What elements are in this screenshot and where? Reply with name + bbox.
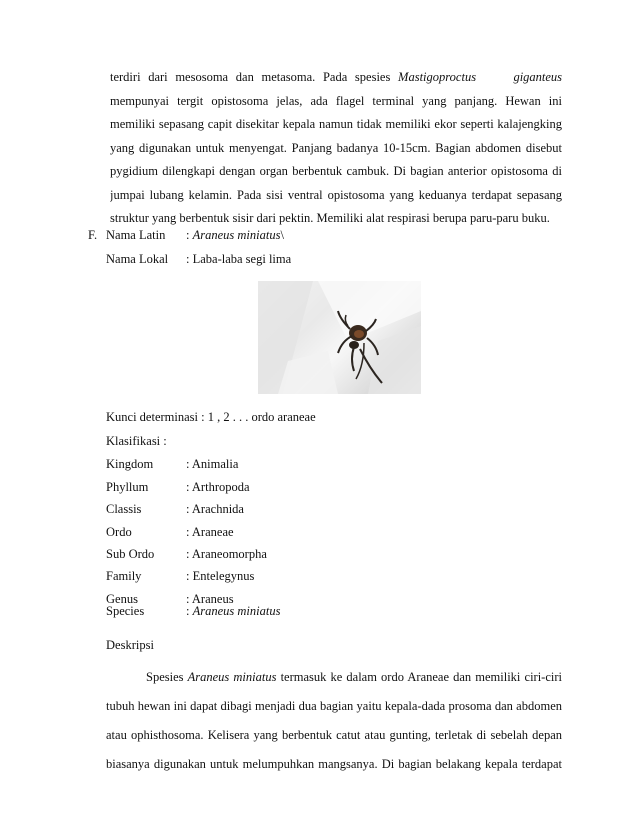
text-run: terdiri dari mesosoma dan metasoma. Pada spesies bbox=[110, 70, 391, 84]
species-row bbox=[106, 600, 406, 622]
section-letter: F. bbox=[88, 228, 98, 242]
paragraph-line: yang digunakan untuk menyengat. Panjang badanya 10-15cm. Bagian abdomen disebut bbox=[110, 140, 562, 155]
paragraph-line: jumpai lubang kelamin. Pada sisi ventral opistosoma yang keduanya terdapat sepasang bbox=[110, 187, 562, 202]
nama-lokal-label: Nama Lokal bbox=[106, 252, 169, 266]
klasifikasi-label: Phyllum bbox=[106, 480, 149, 494]
text-run: termasuk ke dalam ordo Araneae dan memiliki ciri-ciri bbox=[280, 670, 562, 684]
klasifikasi-label: Classis bbox=[106, 502, 142, 516]
species-name-italic: giganteus bbox=[513, 70, 562, 84]
klasifikasi-value: : Araneae bbox=[186, 525, 234, 539]
paragraph-line: struktur yang berbentuk sisir dari pektin. Memiliki alat respirasi berupa paru-paru buku. bbox=[110, 211, 550, 225]
klasifikasi-heading: Klasifikasi : bbox=[106, 434, 167, 448]
klasifikasi-label: Genus bbox=[106, 592, 138, 606]
klasifikasi-value: : Animalia bbox=[186, 457, 239, 471]
nama-lokal-row bbox=[106, 248, 406, 270]
species-name-italic: Araneus miniatus bbox=[187, 670, 277, 684]
deskripsi-heading: Deskripsi bbox=[106, 638, 154, 652]
nama-latin-value bbox=[186, 224, 284, 246]
species-label: Species bbox=[106, 604, 145, 618]
species-name-italic: Araneus miniatus bbox=[192, 228, 281, 242]
klasifikasi-value: : Arachnida bbox=[186, 502, 244, 516]
nama-latin-row bbox=[106, 224, 406, 246]
paragraph-line: tubuh hewan ini dapat dibagi menjadi dua bagian yaitu kepala-dada prosoma dan abdomen bbox=[106, 699, 562, 713]
klasifikasi-value: : Araneus bbox=[186, 592, 234, 606]
klasifikasi-value: : Araneomorpha bbox=[186, 547, 267, 561]
klasifikasi-row bbox=[106, 565, 406, 587]
spider-image bbox=[258, 281, 421, 394]
top-paragraph bbox=[110, 66, 562, 231]
paragraph-line: atau ophisthosoma. Kelisera yang berbentuk catut atau gunting, terletak di sebelah depan bbox=[106, 728, 562, 742]
separator: : bbox=[186, 604, 193, 618]
klasifikasi-row bbox=[106, 521, 406, 543]
paragraph-line: biasanya digunakan untuk melumpuhkan mangsanya. Di bagian belakang kepala terdapat bbox=[106, 757, 562, 771]
paragraph-line bbox=[110, 66, 562, 90]
paragraph-line: mempunyai tergit opistosoma jelas, ada flagel terminal yang panjang. Hewan ini bbox=[110, 93, 562, 108]
description-paragraph bbox=[106, 663, 562, 779]
klasifikasi-label: Sub Ordo bbox=[106, 547, 155, 561]
nama-latin-label: Nama Latin bbox=[106, 228, 166, 242]
separator: : bbox=[186, 228, 193, 242]
paragraph-line: pygidium dilengkapi dengan organ berbentuk cambuk. Di bagian anterior opistosoma di bbox=[110, 164, 562, 178]
klasifikasi-row bbox=[106, 543, 406, 565]
backslash: \ bbox=[280, 228, 284, 242]
paragraph-line bbox=[106, 663, 562, 692]
kunci-determinasi: Kunci determinasi : 1 , 2 . . . ordo araneae bbox=[106, 410, 316, 424]
text-run: Spesies bbox=[146, 670, 184, 684]
klasifikasi-value: : Arthropoda bbox=[186, 480, 250, 494]
species-name-italic: Mastigoproctus bbox=[398, 70, 477, 84]
paragraph-line: memiliki sepasang capit disekitar kepala namun tidak memiliki ekor seperti kalajengking bbox=[110, 117, 562, 131]
nama-lokal-value: : Laba-laba segi lima bbox=[186, 252, 292, 266]
klasifikasi-row bbox=[106, 476, 406, 498]
klasifikasi-label: Family bbox=[106, 569, 142, 583]
klasifikasi-row bbox=[106, 453, 406, 475]
klasifikasi-label: Kingdom bbox=[106, 457, 154, 471]
klasifikasi-value: : Entelegynus bbox=[186, 569, 255, 583]
species-value bbox=[186, 600, 280, 622]
spider-photo bbox=[258, 281, 421, 394]
klasifikasi-row bbox=[106, 498, 406, 520]
klasifikasi-label: Ordo bbox=[106, 525, 132, 539]
species-name-italic: Araneus miniatus bbox=[192, 604, 281, 618]
